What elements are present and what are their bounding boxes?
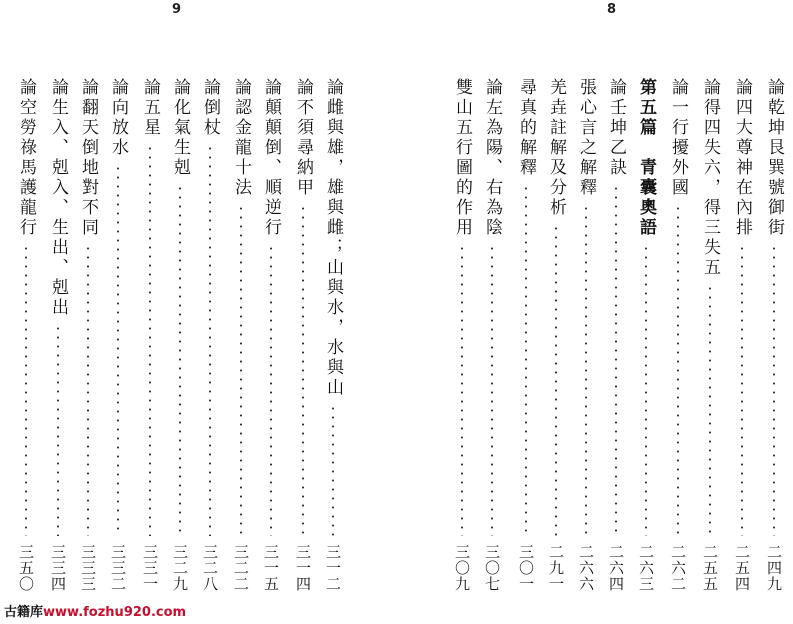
dot-leader [645, 244, 647, 536]
dot-leader [615, 184, 617, 536]
dot-leader [87, 244, 89, 536]
entry-page-number: 三三一 [141, 544, 159, 592]
dot-leader [302, 204, 304, 536]
entry-page-number: 三三四 [49, 544, 67, 592]
toc-entry[interactable] [732, 78, 752, 618]
section-heading: 第五篇 青囊奧語 [636, 78, 656, 238]
dot-leader [25, 244, 27, 536]
dot-leader [240, 204, 242, 536]
toc-entry[interactable] [764, 78, 784, 618]
entry-title: 張心言之解釋 [576, 78, 596, 198]
entry-title: 論認金龍十法 [231, 78, 251, 198]
entry-page-number: 二六三 [637, 544, 655, 592]
toc-entry[interactable] [482, 78, 502, 618]
dot-leader [179, 184, 181, 536]
entry-page-number: 二六二 [669, 544, 687, 592]
entry-title: 論化氣生剋 [170, 78, 190, 178]
entry-title: 羌垚註解及分析 [546, 78, 566, 218]
toc-entry[interactable] [140, 78, 160, 618]
toc-entry[interactable] [261, 78, 281, 618]
dot-leader [709, 284, 711, 536]
dot-leader [57, 324, 59, 536]
left-page-number: 9 [172, 2, 182, 17]
toc-entry[interactable] [576, 78, 596, 618]
entry-page-number: 二九一 [547, 544, 565, 592]
entry-page-number: 三二八 [201, 544, 219, 592]
site-watermark [0, 602, 190, 624]
entry-title: 論空勞祿馬護龍行 [16, 78, 36, 238]
dot-leader [461, 244, 463, 536]
book-gutter [408, 0, 409, 624]
entry-page-number: 三〇七 [483, 544, 501, 592]
toc-entry[interactable] [231, 78, 251, 618]
entry-page-number: 三一四 [294, 544, 312, 592]
entry-title: 論五星 [140, 78, 160, 138]
entry-page-number: 二四九 [765, 544, 783, 592]
entry-title: 論翻天倒地對不同 [78, 78, 98, 238]
entry-page-number: 三〇九 [453, 544, 471, 592]
dot-leader [117, 164, 119, 536]
dot-leader [491, 244, 493, 536]
toc-entry[interactable] [606, 78, 626, 618]
entry-title: 論壬坤乙訣 [606, 78, 626, 178]
toc-entry[interactable] [48, 78, 68, 618]
entry-title: 論倒杖 [200, 78, 220, 138]
toc-entry[interactable] [323, 78, 343, 618]
entry-title: 論乾坤艮巽號御街 [764, 78, 784, 238]
toc-entry[interactable] [78, 78, 98, 618]
dot-leader [741, 244, 743, 536]
toc-entry[interactable] [16, 78, 36, 618]
entry-page-number: 三〇一 [517, 544, 535, 592]
entry-page-number: 二六四 [607, 544, 625, 592]
entry-page-number: 三三二 [109, 544, 127, 592]
entry-page-number: 三二二 [232, 544, 250, 592]
toc-entry[interactable] [546, 78, 566, 618]
toc-entry[interactable] [452, 78, 472, 618]
toc-entry[interactable] [200, 78, 220, 618]
entry-page-number: 三二九 [171, 544, 189, 592]
entry-title: 論一行擾外國 [668, 78, 688, 198]
entry-page-number: 三三三 [79, 544, 97, 592]
entry-page-number: 三一二 [324, 544, 342, 592]
toc-entry[interactable] [636, 78, 656, 618]
entry-title: 論顛顛倒、順逆行 [261, 78, 281, 238]
dot-leader [585, 204, 587, 536]
entry-title: 論向放水 [108, 78, 128, 158]
entry-title: 論雌與雄，雄與雌；山與水，水與山 [323, 78, 343, 398]
toc-entry[interactable] [668, 78, 688, 618]
toc-entry[interactable] [108, 78, 128, 618]
right-page-number: 8 [607, 2, 617, 17]
entry-page-number: 二六六 [577, 544, 595, 592]
dot-leader [270, 244, 272, 536]
entry-title: 論四大尊神在內排 [732, 78, 752, 238]
entry-page-number: 二五四 [733, 544, 751, 592]
watermark-url: www.fozhu920.com [43, 605, 187, 620]
entry-title: 論生入、剋入、生出、剋出 [48, 78, 68, 318]
toc-entry[interactable] [700, 78, 720, 618]
entry-title: 論左為陽、右為陰 [482, 78, 502, 238]
dot-leader [332, 404, 334, 536]
entry-page-number: 二五五 [701, 544, 719, 592]
entry-title: 論不須尋納甲 [293, 78, 313, 198]
entry-page-number: 三一五 [262, 544, 280, 592]
entry-title: 論得四失六，得三失五 [700, 78, 720, 278]
entry-title: 雙山五行圖的作用 [452, 78, 472, 238]
entry-page-number: 三五〇 [17, 544, 35, 592]
dot-leader [209, 144, 211, 536]
dot-leader [149, 144, 151, 536]
dot-leader [555, 224, 557, 536]
toc-entry[interactable] [516, 78, 536, 618]
dot-leader [773, 244, 775, 536]
dot-leader [677, 204, 679, 536]
toc-entry[interactable] [170, 78, 190, 618]
entry-title: 尋真的解釋 [516, 78, 536, 178]
dot-leader [525, 184, 527, 536]
toc-entry[interactable] [293, 78, 313, 618]
watermark-site: 古籍库 [4, 605, 44, 620]
